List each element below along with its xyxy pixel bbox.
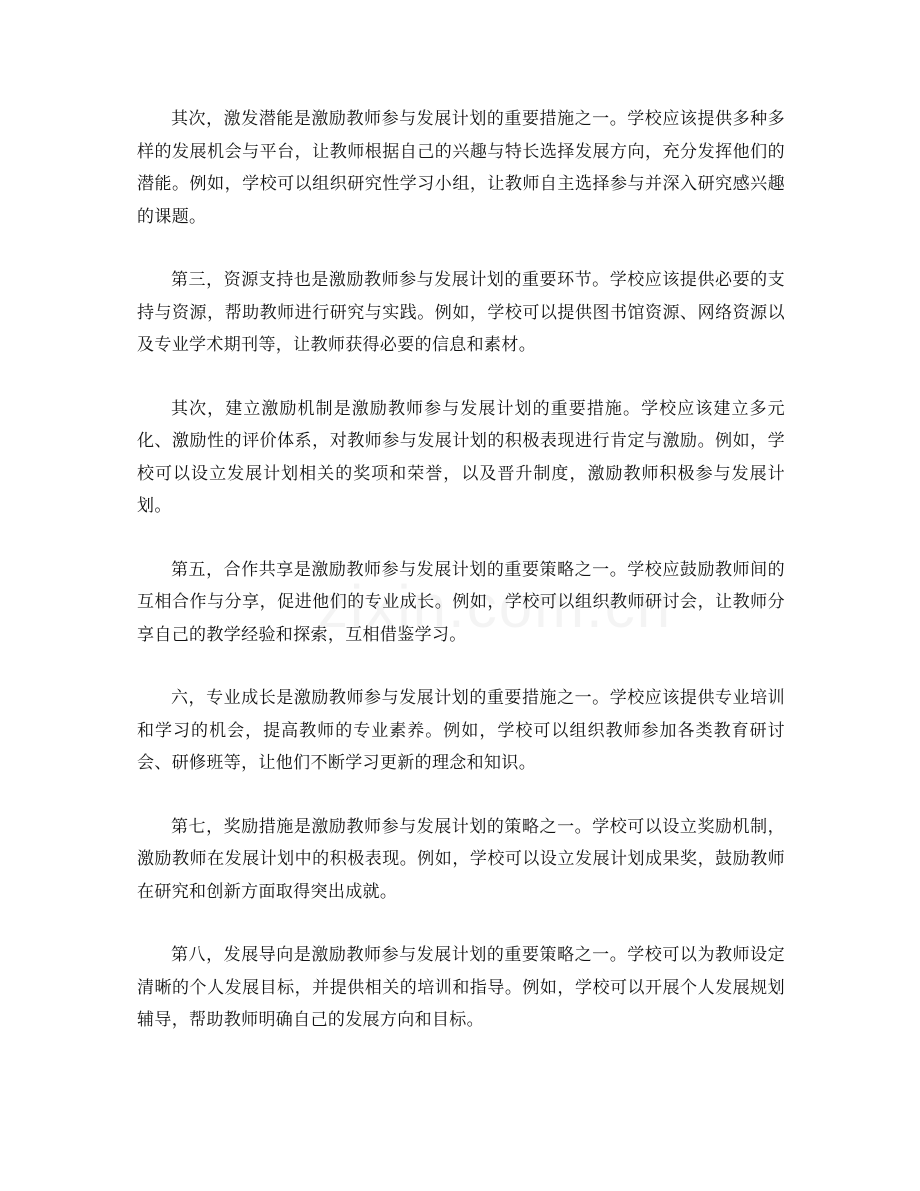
paragraph: 第三，资源支持也是激励教师参与发展计划的重要环节。学校应该提供必要的支持与资源，帮助教师进行研究与实践。例如，学校可以提供图书馆资源、网络资源以及专业学术期刊等，让教师获得必要的信息和素材。 <box>137 270 785 355</box>
paragraph: 六，专业成长是激励教师参与发展计划的重要措施之一。学校应该提供专业培训和学习的机会，提高教师的专业素养。例如，学校可以组织教师参加各类教育研讨会、研修班等，让他们不断学习更新的理念和知识。 <box>137 688 785 773</box>
paragraph: 第七，奖励措施是激励教师参与发展计划的策略之一。学校可以设立奖励机制，激励教师在发展计划中的积极表现。例如，学校可以设立发展计划成果奖，鼓励教师在研究和创新方面取得突出成就。 <box>137 816 785 902</box>
paragraph: 第五，合作共享是激励教师参与发展计划的重要策略之一。学校应鼓励教师间的互相合作与分享，促进他们的专业成长。例如，学校可以组织教师研讨会，让教师分享自己的教学经验和探索，互相借鉴学习。 <box>137 559 785 645</box>
paragraph: 其次，建立激励机制是激励教师参与发展计划的重要措施。学校应该建立多元化、激励性的评价体系，对教师参与发展计划的积极表现进行肯定与激励。例如，学校可以设立发展计划相关的奖项和荣誉，以及晋升制度，激励教师积极参与发展计划。 <box>137 398 785 516</box>
paragraph: 第八，发展导向是激励教师参与发展计划的重要策略之一。学校可以为教师设定清晰的个人发展目标，并提供相关的培训和指导。例如，学校可以开展个人发展规划辅导，帮助教师明确自己的发展方向和目标。 <box>137 945 785 1030</box>
document-body <box>137 103 785 1037</box>
paragraph: 其次，激发潜能是激励教师参与发展计划的重要措施之一。学校应该提供多种多样的发展机会与平台，让教师根据自己的兴趣与特长选择发展方向，充分发挥他们的潜能。例如，学校可以组织研究性学习小组，让教师自主选择参与并深入研究感兴趣的课题。 <box>137 109 785 227</box>
